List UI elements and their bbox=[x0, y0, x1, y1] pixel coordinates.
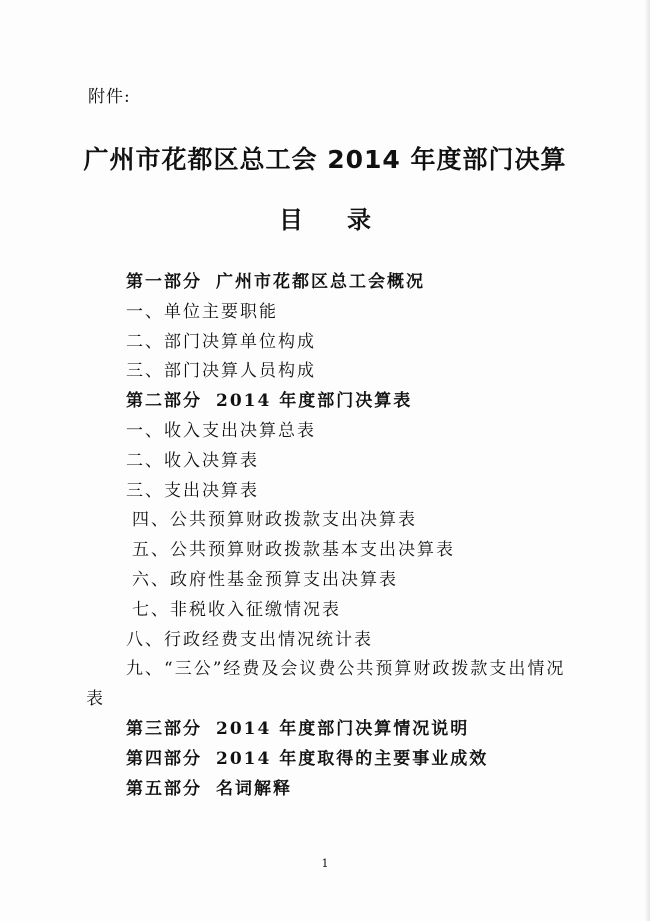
attachment-label: 附件: bbox=[88, 87, 131, 107]
toc-item: 二、收入决算表 bbox=[126, 450, 259, 471]
toc-item: 七、非税收入征缴情况表 bbox=[132, 599, 341, 620]
toc-item-wrapped bbox=[86, 655, 566, 715]
toc-part-2 bbox=[126, 387, 566, 417]
toc-item: 六、政府性基金预算支出决算表 bbox=[132, 569, 398, 590]
toc-item: 一、单位主要职能 bbox=[126, 301, 278, 322]
toc-item: 五、公共预算财政拨款基本支出决算表 bbox=[132, 540, 455, 561]
part-title: 名词解释 bbox=[216, 778, 292, 799]
table-of-contents bbox=[86, 268, 566, 804]
part-title: 2014 年度部门决算情况说明 bbox=[216, 718, 470, 739]
toc-item: 二、部门决算单位构成 bbox=[126, 331, 316, 352]
part-label: 第四部分 bbox=[126, 748, 202, 769]
part-label: 第三部分 bbox=[126, 718, 202, 739]
toc-part-3 bbox=[126, 715, 566, 745]
part-title: 2014 年度部门决算表 bbox=[216, 391, 413, 412]
part-label: 第一部分 bbox=[126, 272, 202, 292]
toc-item: 八、行政经费支出情况统计表 bbox=[126, 629, 373, 650]
toc-part-1 bbox=[126, 268, 566, 298]
toc-part-5 bbox=[126, 775, 566, 805]
document-title: 广州市花都区总工会 2014 年度部门决算 bbox=[83, 145, 567, 174]
toc-item-line-continued: 表 bbox=[86, 689, 105, 710]
toc-item: 三、部门决算人员构成 bbox=[126, 361, 316, 382]
toc-item: 三、支出决算表 bbox=[126, 480, 259, 501]
part-label: 第二部分 bbox=[126, 391, 202, 412]
part-label: 第五部分 bbox=[126, 778, 202, 799]
page-edge-shadow bbox=[644, 0, 650, 921]
page-number: 1 bbox=[321, 857, 329, 870]
toc-item: 四、公共预算财政拨款支出决算表 bbox=[132, 510, 417, 531]
part-title: 2014 年度取得的主要事业成效 bbox=[216, 748, 489, 769]
toc-item-line: 九、“三公”经费及会议费公共预算财政拨款支出情况 bbox=[126, 659, 566, 680]
toc-part-4 bbox=[126, 745, 566, 775]
part-title: 广州市花都区总工会概况 bbox=[216, 272, 425, 292]
toc-heading: 目录 bbox=[279, 206, 415, 234]
toc-item: 一、收入支出决算总表 bbox=[126, 420, 316, 441]
